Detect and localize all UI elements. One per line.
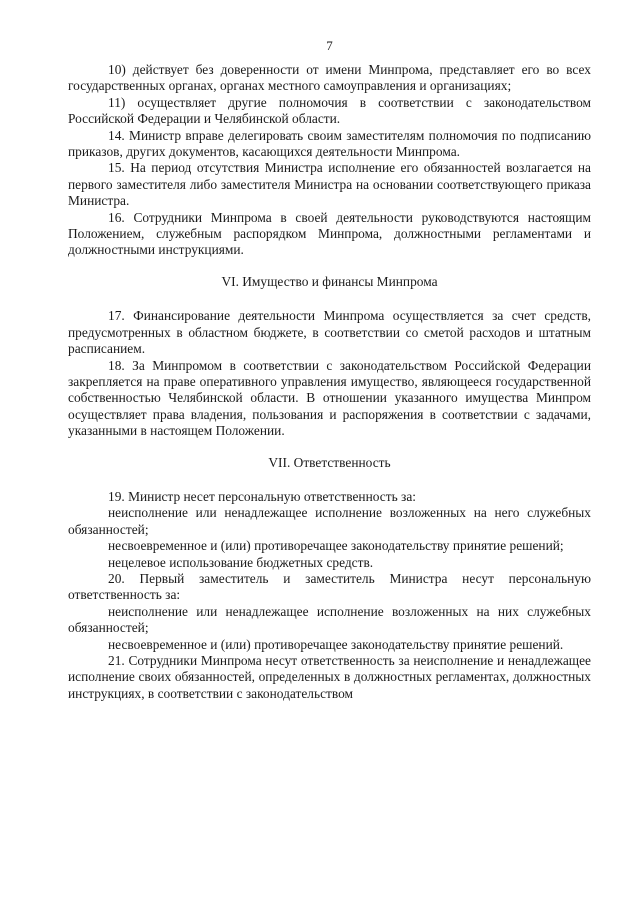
paragraph-19-item-3: нецелевое использование бюджетных средств.	[108, 554, 374, 570]
section-title-responsibility: VII. Ответственность	[268, 454, 391, 470]
paragraph-16: 16. Сотрудники Минпрома в своей деятельности руководствуются настоящим Положением, служебным распорядком Минпрома, должностными регламентами и должностными инструкциями.	[68, 209, 591, 258]
page-number: 7	[326, 38, 333, 53]
paragraph-14: 14. Министр вправе делегировать своим заместителям полномочия по подписанию приказов, других документов, касающихся деятельности Минпрома.	[68, 127, 591, 160]
paragraph-19-item-1: неисполнение или ненадлежащее исполнение возложенных на него служебных обязанностей;	[68, 505, 591, 537]
paragraph-20: 20. Первый заместитель и заместитель Министра несут персональную ответственность за:	[68, 570, 591, 603]
paragraph-20-item-1: неисполнение или ненадлежащее исполнение возложенных на них служебных обязанностей;	[68, 603, 591, 636]
paragraph-19-item-2: несвоевременное и (или) противоречащее законодательству принятие решений;	[108, 538, 564, 554]
paragraph-17: 17. Финансирование деятельности Минпрома осуществляется за счет средств, предусмотренных в областном бюджете, в соответствии со сметой расходов и штатным расписанием.	[68, 308, 591, 357]
paragraph-20-item-2: несвоевременное и (или) противоречащее законодательству принятие решений.	[108, 636, 564, 652]
paragraph-item-10: 10) действует без доверенности от имени Минпрома, представляет его во всех государственных органах, органах местного самоуправления и организациях;	[68, 62, 591, 94]
paragraph-21: 21. Сотрудники Минпрома несут ответственность за неисполнение и ненадлежащее исполнение своих обязанностей, определенных в должностных регламентах, должностных инструкциях, в соответствии с законодательством	[68, 653, 591, 701]
paragraph-19: 19. Министр несет персональную ответственность за:	[108, 488, 416, 504]
paragraph-item-11: 11) осуществляет другие полномочия в соответствии с законодательством Российской Федерации и Челябинской области.	[68, 94, 591, 127]
paragraph-15: 15. На период отсутствия Министра исполнение его обязанностей возлагается на первого заместителя либо заместителя Министра на основании соответствующего приказа Министра.	[68, 160, 591, 209]
paragraph-18: 18. За Минпромом в соответствии с законодательством Российской Федерации закрепляется на праве оперативного управления имущество, являющееся государственной собственностью Челябинской области. В отношении указанного имущества Минпром осуществляет права владения, пользования и распоряжения в соответствии с задачами, указанными в настоящем Положении.	[68, 357, 591, 439]
section-title-property-finance: VI. Имущество и финансы Минпрома	[221, 273, 438, 289]
